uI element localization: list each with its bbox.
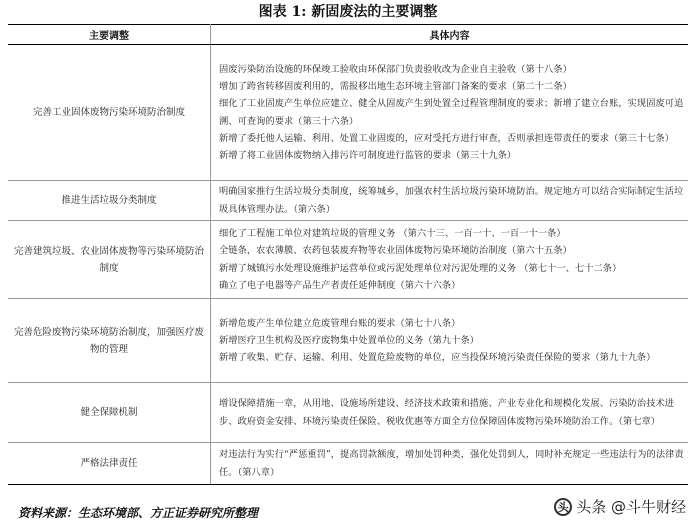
adjustment-cell: 严格法律责任	[8, 443, 211, 485]
details-cell	[211, 221, 689, 299]
header-adjustment: 主要调整	[8, 25, 211, 45]
detail-line: 确立了电子电器等产品生产者责任延伸制度（第六十六条）	[219, 279, 461, 291]
adjustment-cell: 完善工业固体废物污染环境防治制度	[8, 45, 211, 181]
table-row	[8, 181, 688, 221]
details-cell	[211, 181, 689, 221]
adjustment-cell: 完善建筑垃圾、农业固体废物等污染环境防治制度	[8, 221, 211, 299]
watermark	[554, 496, 686, 517]
table-title: 图表 1: 新固废法的主要调整	[258, 4, 438, 20]
detail-line: 明确国家推行生活垃圾分类制度，统筹城乡，加强农村生活垃圾污染环境防治。规定地方可以结合实际制定生活垃圾具体管理办法。（第六条）	[219, 186, 684, 215]
adjustment-cell: 完善危险废物污染环境防治制度，加强医疗废物的管理	[8, 299, 211, 383]
detail-line: 对违法行为实行“严惩重罚”，提高罚款额度，增加处罚种类，强化处罚到人，同时补充规定一些违法行为的法律责任。（第八章）	[219, 449, 684, 478]
adjustment-cell: 健全保障机制	[8, 383, 211, 443]
source-note: 资料来源：生态环境部、方正证券研究所整理	[18, 506, 259, 520]
detail-line: 新增危废产生单位建立危废管理台账的要求（第七十八条）	[219, 317, 461, 329]
toutiao-logo-icon: 头	[554, 498, 572, 516]
details-cell	[211, 443, 689, 485]
detail-line: 固废污染防治设施的环保竣工验收由环保部门负责验收改为企业自主验收（第十八条）	[219, 64, 572, 76]
detail-line: 细化了工业固废产生单位应建立、健全从固废产生到处置全过程管理制度的要求；新增了建立台账，实现固废可追溯、可查询的要求（第三十六条）	[219, 98, 684, 127]
adjustment-cell: 推进生活垃圾分类制度	[8, 181, 211, 221]
detail-line: 增设保障措施一章，从用地、设施场所建设、经济技术政策和措施、产业专业化和规模化发展、污染防治技术进步、政府资金安排、环境污染责任保险、税收优惠等方面全方位保障固体废物污染环境防治工作。（第七章）	[219, 398, 675, 427]
table-header-row	[8, 25, 688, 45]
detail-line: 新增医疗卫生机构及医疗废物集中处置单位的义务（第九十条）	[219, 334, 480, 346]
watermark-text: 头条 @斗牛财经	[576, 498, 686, 516]
table-row	[8, 383, 688, 443]
detail-line: 新增了收集、贮存、运输、利用、处置危险废物的单位，应当投保环境污染责任保险的要求（第九十九条）	[219, 352, 656, 364]
details-cell	[211, 299, 689, 383]
details-cell	[211, 45, 689, 181]
detail-line: 新增了委托他人运输、利用、处置工业固废的，应对受托方进行审查，否则承担连带责任的要求（第三十七条）	[219, 132, 675, 144]
details-cell	[211, 383, 689, 443]
detail-line: 新增了将工业固体废物纳入排污许可制度进行监管的要求（第三十九条）	[219, 149, 517, 161]
detail-line: 新增了城镇污水处理设施维护运营单位或污泥处理单位对污泥处理的义务 （第七十一、七十二条）	[219, 262, 622, 274]
detail-line: 细化了工程施工单位对建筑垃圾的管理义务 （第六十三、一百一十、一百一十一条）	[219, 228, 566, 240]
table-row	[8, 443, 688, 485]
table-row	[8, 299, 688, 383]
header-details: 具体内容	[211, 25, 689, 45]
detail-line: 增加了跨省转移固废利用的，需报移出地生态环境主管部门备案的要求（第二十二条）	[219, 81, 572, 93]
detail-line: 全链条，农农薄膜、农药包装废弃物等农业固体废物污染环境防治制度（第六十五条）	[219, 245, 572, 257]
table-row	[8, 45, 688, 181]
adjustments-table	[8, 24, 688, 485]
table-row	[8, 221, 688, 299]
